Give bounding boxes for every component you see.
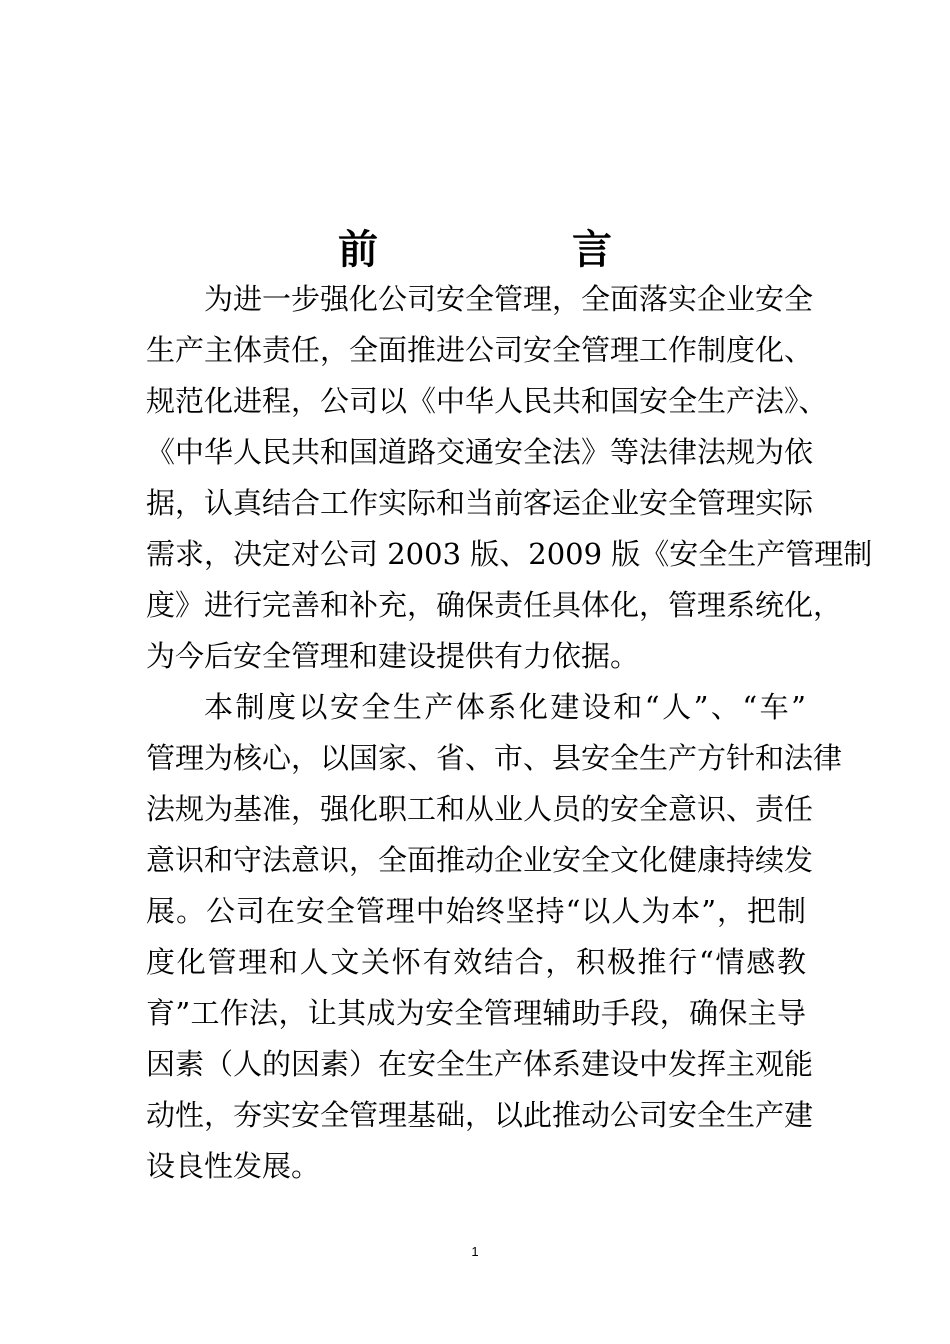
text-line: 育”工作法，让其成为安全管理辅助手段，确保主导 bbox=[146, 996, 806, 1030]
text-line: 规范化进程，公司以《中华人民共和国安全生产法》、 bbox=[146, 384, 828, 418]
text-line: 生产主体责任，全面推进公司安全管理工作制度化、 bbox=[146, 333, 814, 367]
text-line: 本制度以安全生产体系化建设和“人”、“车” bbox=[204, 690, 806, 724]
preface-body bbox=[146, 274, 873, 1192]
text-line: 动性，夯实安全管理基础，以此推动公司安全生产建 bbox=[146, 1098, 814, 1132]
text-line: 意识和守法意识，全面推动企业安全文化健康持续发 bbox=[146, 843, 814, 877]
text-line: 设良性发展。 bbox=[146, 1149, 321, 1183]
text-line: 据，认真结合工作实际和当前客运企业安全管理实际 bbox=[146, 486, 814, 520]
text-line: 度化管理和人文关怀有效结合，积极推行“情感教 bbox=[146, 945, 806, 979]
paragraph-2 bbox=[146, 682, 843, 1192]
text-line: 法规为基准，强化职工和从业人员的安全意识、责任 bbox=[146, 792, 814, 826]
text-line: 度》进行完善和补充，确保责任具体化，管理系统化， bbox=[146, 588, 843, 622]
text-line: 为今后安全管理和建设提供有力依据。 bbox=[146, 639, 640, 673]
text-line: 因素（人的因素）在安全生产体系建设中发挥主观能 bbox=[146, 1047, 814, 1081]
text-line: 展。公司在安全管理中始终坚持“以人为本”，把制 bbox=[146, 894, 806, 928]
text-line: 《中华人民共和国道路交通安全法》等法律法规为依 bbox=[146, 435, 814, 469]
page-number: 1 bbox=[471, 1244, 479, 1259]
text-line: 需求，决定对公司 2003 版、2009 版《安全生产管理制 bbox=[146, 537, 873, 571]
paragraph-1 bbox=[146, 274, 873, 682]
text-line: 管理为核心，以国家、省、市、县安全生产方针和法律 bbox=[146, 741, 843, 775]
text-line: 为进一步强化公司安全管理，全面落实企业安全 bbox=[204, 282, 814, 316]
page-title: 前 言 bbox=[338, 226, 702, 273]
